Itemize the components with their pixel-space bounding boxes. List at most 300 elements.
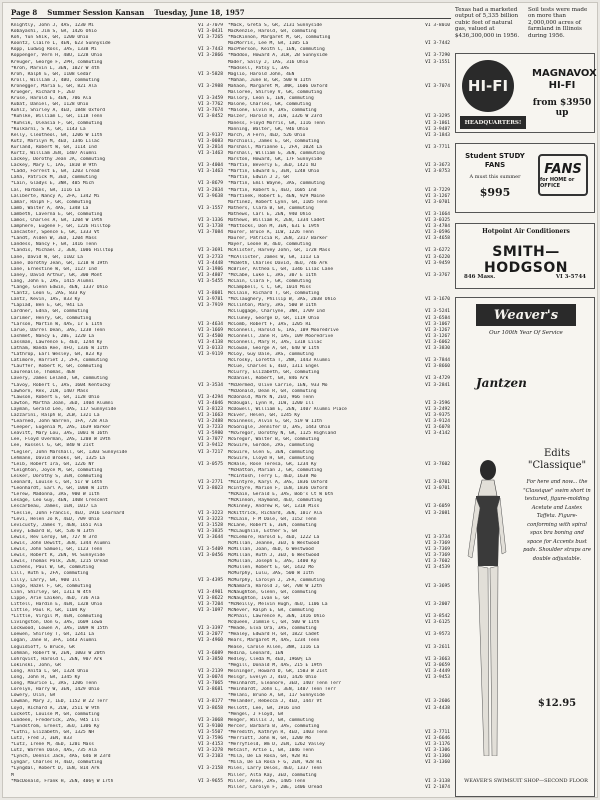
entry-phone: VI 3-6078 [425, 425, 450, 431]
entry-name: *McHatton, Marian J, GR, commuting [228, 467, 323, 473]
entry-name: Mercer, Barbara B, 3AS, commuting [228, 723, 320, 729]
magnavox-brand: MAGNAVOX HI-FI [532, 68, 597, 91]
entry-phone: VI 3-6272 [425, 248, 450, 254]
entry-name: Long, John R, GR, 1345 Ky [11, 675, 81, 681]
entry-name: McDonald, Mark N, 2EU, 966 Tenn [228, 394, 314, 400]
entry-name: Kroh, Ralph E, GR, 1108 Cedar [11, 71, 92, 77]
entry-name: Koppenger, Vern H, 4BU, 1228 Ohio [11, 53, 103, 59]
entry-name: *Lynch, Dennis Jack, 4AS, 646 W 23rd [11, 754, 111, 760]
entry-name: Laliberte, Nancy A, 2FA, 1342 Mi [11, 193, 100, 199]
entry-name: Lilly, Larry, GR, 900 Ill [11, 577, 81, 583]
directory-column-2 [228, 23, 450, 791]
entry-name: McCue, Charles E, 4ED, 1311 Engel [228, 364, 320, 370]
entry-phone: VI 3-3673 [425, 163, 450, 169]
fans-logo-text: FANS [544, 161, 582, 177]
entry-phone: VI 3-4500 [198, 333, 223, 339]
entry-name: McGinness, Alvin G, GR, 519 W 11th [228, 419, 323, 425]
entry-name: McNaughton, Glenn, GR, commuting [228, 589, 317, 595]
entry-name: Lamos, Charles A, GR, 1204 W 19th [11, 218, 103, 223]
entry-name: *Leslie, John Francis, 4EU, 1916 Learnard [11, 510, 125, 516]
entry-name: Lawton, Martha Joan, 3ED, 1404 Alumni [11, 400, 114, 406]
entry-phone: VI 3-3068 [198, 717, 223, 723]
entry-name: Lackey, Dorothy Jean JA, commuting [11, 157, 106, 163]
entry-phone: VI 3-1097 [198, 608, 223, 613]
entry-name: *Ladd, Forrest E, GR, 1203 Cread [11, 169, 100, 175]
jantzen-logo: Jantzen [476, 376, 527, 390]
entry-name: Kruse, Harold E, 4EN, 706 Ala [11, 96, 92, 102]
entry-name: McAlister, Harvey John, GR, 1728 Mass [228, 248, 331, 254]
page-header [11, 7, 451, 19]
entry-name: *Melander, Rebecca J, 4ED, 1447 Vt [228, 699, 323, 705]
entry-phone: VI 3-4807 [198, 272, 223, 278]
entry-phone: VI 3-0431 [198, 29, 223, 35]
entry-name: McMillan, Jeanne, 3ED, 6 Westwood [228, 540, 320, 546]
entry-phone: VI 3-3850 [198, 656, 223, 662]
entry-phone: VI 3-1843 [425, 132, 450, 138]
entry-phone: VI 3-8081 [198, 291, 223, 297]
entry-phone: VI 3-7674 [198, 108, 223, 114]
entry-name: Linn, Shirley, GR, 1311 W 4th [11, 589, 92, 595]
entry-name: *Leib, Robert Ira, GR, 1226 NY [11, 461, 94, 467]
entry-name: McMillan, Joan, 4ED, 6 Westwood [228, 547, 314, 553]
entry-phone: VI 3-0456 [198, 553, 223, 559]
entry-name: Mathews, Carl E, 2EN, 940 Ohio [228, 211, 311, 217]
entry-name: *Mahan, June B, GR, 500 W 11th [228, 77, 311, 83]
entry-phone: VI 3-9119 [198, 352, 223, 358]
entry-phone: VI 3-1267 [425, 333, 450, 339]
entry-phone: VI 3-1670 [425, 297, 450, 303]
entry-name: Marchioli, James E, GR, commuting [228, 138, 320, 144]
entry-name: McGregor, Walter B, GR, commuting [228, 437, 320, 443]
entry-name: *Lathrop, Earl Wesley, GR, 823 Ky [11, 352, 103, 358]
entry-phone: VI 3-4539 [425, 565, 450, 571]
entry-name: Miller, Alta Kay, 3ED, commuting [228, 772, 317, 778]
entry-name: McMullen, Robert E, GR, 1432 Mo [228, 565, 314, 571]
entry-name: Lowman, Mary J, 1ED, 1152 W 22 Terr [11, 699, 108, 705]
entry-phone: VI 3-9453 [425, 675, 450, 681]
entry-name: McKinney, Andrew R, GR, 1318 Miss [228, 504, 320, 510]
entry-phone: VI 3-3223 [198, 516, 223, 522]
entry-phone: VI 3-8010 [425, 23, 450, 28]
study-fans-subtitle: A must this summer [469, 174, 521, 180]
entry-phone: VI 3-9375 [425, 413, 450, 418]
entry-name: *McKinnon, Raymond, 4EU, commuting [228, 498, 323, 504]
entry-phone: VI 3-2834 [198, 187, 223, 193]
entry-name: *McClaughery, Phillip W, 3AS, 2038 Ohio [228, 297, 336, 303]
entry-name: McGuire, Glen G, 3EN, commuting [228, 449, 314, 455]
entry-name: Loguidioff, G Bruce, GR [11, 644, 75, 650]
entry-name: Lutz, Warren Dale, 4AS, 735 Ala [11, 748, 97, 754]
entry-phone: VI 3-6059 [425, 504, 450, 510]
entry-phone: VI 3-9573 [425, 632, 450, 638]
entry-name: McGuire, Lloyd H, GR, commuting [228, 455, 314, 461]
entry-name: Larue, Darrel Dean, 3AS, 1238 Tenn [11, 327, 106, 333]
entry-name: Lavery, James Leland, GR, commuting [11, 376, 108, 382]
entry-name: *Leeper, Eugenia M, 2AS, 1639 Barker [11, 425, 111, 431]
entry-name: Medley, Cleda M, 4ED, 1960½ La [228, 656, 311, 662]
entry-name: *Martin, Edward E, 3EN, 1248 Ohio [228, 169, 320, 175]
page-date: Tuesday, June 18, 1957 [154, 8, 245, 17]
entry-name: Laha, Patrick M, 3ED, commuting [11, 175, 97, 181]
entry-name: Latham, Wanda Ree, 4FO, 1336 W 11th [11, 345, 108, 351]
entry-name: *Merriott, John W, GR, 1200 Mo [228, 735, 311, 741]
newspaper-page [2, 2, 598, 798]
ad-body-text: For here and now... the "Classique" swim short in textured, figure-molding Acetate and Lastex Taffeta. Figure-conforming with spiral spax bra boning and space for Accents bust pads. Shoulder straps are double adjustable. [523, 479, 591, 562]
entry-phone: VI 3-9124 [425, 419, 450, 425]
entry-phone: VI 3-6646 [425, 735, 450, 741]
entry-phone: VI 3-7844 [425, 358, 450, 364]
entry-name: *McCabe, Luke L, 3AS, 307 E 11th [228, 272, 317, 278]
entry-phone: VI 3-1360 [425, 760, 450, 766]
entry-name: Lill, Ruth E, 2FA, commuting [11, 571, 89, 577]
entry-name: Kubat, Daniel, GR, 1128 Ohio [11, 102, 89, 108]
entry-name: Lewis, Thomas Polk, 2EN, 1215 Oread [11, 559, 108, 565]
directory-column-1 [11, 23, 223, 785]
entry-name: *Meinhardt, John L, 3EN, 1407 Tenn Terr [228, 687, 336, 693]
entry-name: Leonard, Louise C, GR, 517 W 14th [11, 480, 103, 486]
entry-phone: VI 3-1551 [425, 59, 450, 65]
entry-name: Lehmann, David Brooks, GR, 1325 La [11, 455, 106, 461]
entry-phone: VI 3-3695 [425, 583, 450, 589]
entry-name: Kurtz, William JEN, 1407 Alumni [11, 150, 97, 156]
entry-name: McClinton, Mary, 3AS, 500 W 11th [228, 303, 317, 309]
entry-name: Logan, Jane B, 3FA, 1443 Alumni [11, 638, 97, 644]
entry-phone: VI 3-3830 [425, 345, 450, 351]
entry-phone: VI 3-4901 [198, 589, 223, 595]
entry-phone: VI 3-1528 [198, 522, 223, 528]
entry-name: *Kulkarni, S K, GR, 1143 La [11, 126, 86, 132]
entry-phone: VI 3-3734 [425, 534, 450, 540]
entry-name: Lamar, Ralph F, GR, commuting [11, 199, 92, 205]
entry-name: *Meredith, Kathryn R, 4ED, 1403 Tenn [228, 729, 328, 735]
entry-phone: VI 3-5828 [198, 71, 223, 77]
entry-phone: VI 3-0659 [425, 662, 450, 668]
entry-phone: VI 3-8622 [198, 595, 223, 601]
hotpoint-heading: Hotpoint Air Conditioners [482, 228, 570, 235]
entry-name: *McLemore, Harold E, 4ED, 1222 La [228, 534, 320, 540]
entry-phone: VI 3-4448 [198, 260, 223, 266]
entry-name: Knightly, John J, 4AS, 1230 Mi [11, 23, 94, 28]
swimsuit-price: $12.95 [537, 698, 577, 709]
entry-name: Menger, Willis J, GR, commuting [228, 717, 314, 723]
entry-phone: VI 3-3644 [198, 534, 223, 540]
entry-name: Mallory, Leon E, 1EN, commuting [228, 96, 314, 102]
entry-name: Lohrqvist, Harold C, 2EN, 907 Ark [11, 656, 103, 662]
entry-phone: VI 3-2158 [198, 766, 223, 772]
entry-name: Larimer, Henry, GR, commuting [11, 315, 92, 321]
entry-name: Marshall, William G, 3EN, commuting [228, 150, 325, 156]
entry-name: M [11, 772, 14, 778]
entry-name: *Legler, John Marshall, GR, 1303 Sunnyside [11, 449, 128, 455]
entry-phone: VI 3-6584 [425, 315, 450, 321]
entry-name: McIntyre, Marion F, 1EN, 1836 Oxford [228, 486, 328, 492]
entry-name: *Malone, Elvin H, 3AS, commuting [228, 108, 317, 114]
entry-phone: VI 3-6089 [198, 650, 223, 656]
entry-phone: VI 3-2733 [198, 254, 223, 260]
entry-name: *Martin, Edwin J J, GR [228, 175, 289, 181]
entry-name: Mahaon, Margaret M, 3NR, 1606 Oxford [228, 83, 328, 89]
entry-name: Miller, Carolyn F, 2BE, 1406 Oread [228, 784, 323, 790]
entry-phone: VI 3-3397 [198, 626, 223, 632]
entry-phone: VI 3-2866 [198, 53, 223, 59]
entry-name: McMullan, Joseph E, 3AS, 1400 Ky [228, 559, 317, 565]
entry-name: *Lutz, Irene M, 4ED, 1201 Mass [11, 742, 94, 748]
entry-name: *Mack, Greta S, GR, 2131 Sunnyside [228, 23, 323, 28]
entry-phone: VI 3-3663 [425, 656, 450, 662]
entry-name: *Lerew, Madonna, 3AS, 900 W 11th [11, 492, 100, 498]
entry-name: MacKenzie, Harold, GR, commuting [228, 29, 317, 35]
entry-name: *McGregor, Dorothy N, GR, 1125 Highland [228, 431, 336, 437]
entry-name: McMurphy, Carolyn J, 2FA, commuting [228, 577, 325, 583]
entry-name: *McDonald, Dean R, GR, commuting [228, 388, 317, 394]
entry-name: *Luthi, Elizabeth, GR, 1325 NH [11, 729, 94, 735]
entry-phone: VI 3-7065 [198, 681, 223, 687]
entry-phone: VI 3-2077 [198, 632, 223, 638]
entry-name: Lardner, Edna, GR, commuting [11, 309, 89, 315]
entry-name: *Lavoy, Robert C, 3AS, 1604 Kentucky [11, 382, 111, 388]
entry-name: Kelly, Cleotheol, GR, 1206 W 11th [11, 132, 103, 138]
entry-name: Little, Paul R, GR, 1104 Ky [11, 608, 86, 613]
entry-name: Lingo, Hazel F, GR, commuting [11, 583, 92, 589]
entry-name: Martinez, Robert Lynn, GR, 1105 Tenn [228, 199, 328, 205]
fans-logo [538, 154, 588, 196]
entry-name: McCluney, George D, GR, 1119 Ohio [228, 315, 320, 321]
entry-name: Lesage, Leo Guy, 4EN, 1408 Crescent [11, 498, 108, 504]
entry-name: *Mila, De La Rosa, GR, 928 RI [228, 754, 309, 760]
entry-phone: VI 3-4960 [198, 638, 223, 644]
entry-name: Laney, David Arthur, GR, 300 Mont [11, 272, 103, 278]
entry-phone: VI 3-7762 [198, 102, 223, 108]
entry-name: *Lyngdal, Robert D, 1EN, 814 Ark [11, 766, 100, 772]
entry-name: McConnell, Mary R, 3AS, 1318 Lilac [228, 339, 323, 345]
entry-name: Kobayashi, Jim S, GR, 1426 Ohio [11, 29, 97, 35]
entry-name: Lane, David W, GR, 1102 La [11, 254, 83, 260]
soil-note: Soil tests were made on more than 2,000,000 acres of farmland in Illinois during 1956. [528, 7, 588, 39]
entry-name: *Lange, Glenn Edwin, 4EN, 1337 Ohio [11, 285, 108, 291]
entry-name: Lee, Floyd Overman, 2AS, 1208 W 19th [11, 437, 111, 443]
entry-name: McClain, Richard T, GR, commuting [228, 291, 320, 297]
entry-phone: VI 3-4153 [198, 742, 223, 748]
entry-name: *Martin, Beverly E, 3ED, 1421 NJ [228, 163, 317, 169]
entry-name: *Kuhlke, William L, GR, 1118 Tenn [11, 114, 103, 120]
entry-name: *Meade, Elva Ora, 3AS, commuting [228, 626, 317, 632]
entry-phone: VI 3-0701 [425, 199, 450, 205]
entry-name: *Martin, Robert E, 4EU, 1605 Ind [228, 187, 317, 193]
entry-name: Kutz, Marilyn M, 4ED, 1346 Lilac [11, 138, 100, 144]
entry-phone: VI 3-1738 [198, 224, 223, 230]
entry-name: *Martinek, Robert E, 4EN, 929 Maine [228, 193, 325, 199]
page-number: Page 8 [11, 8, 38, 17]
filler-notes [455, 7, 595, 39]
entry-phone: VI 3-4294 [198, 394, 223, 400]
entry-name: *Kroh, Marvin L, 3EN, 1027 W 4th [11, 65, 100, 71]
entry-phone: VI 3-2139 [198, 668, 223, 674]
entry-name: Lassman, Lawrence E, 4EU, 1244 Ky [11, 339, 103, 345]
entry-name: Malone, Charles, GR, commuting [228, 102, 311, 108]
entry-name: Lal, Harbans, GR, 1116 La [11, 187, 81, 193]
entry-name: Lundeen, Frederick, 2AS, 945 Ill [11, 717, 100, 723]
entry-phone: VI 3-7229 [425, 187, 450, 193]
entry-name: *McBeth, Charles David, 4EU, 746 Ark [228, 260, 328, 266]
hifi-headquarters-tag: HEADQUARTERS! [460, 116, 526, 129]
entry-name: Krueger, Richard F, 2EU [11, 90, 75, 96]
entry-name: Lowery, Olin, GR [11, 693, 56, 699]
entry-phone: VI 3-2611 [425, 644, 450, 650]
entry-phone: VI 3-8753 [425, 169, 450, 175]
entry-phone: VI 3-4138 [198, 339, 223, 345]
entry-name: Landess, Nancy F, GR, 1416 Tenn [11, 242, 97, 248]
entry-name: *Mengel, J Floyd, GR [228, 711, 284, 717]
entry-phone: VI 3-3278 [198, 748, 223, 754]
entry-phone: VI 3-1669 [198, 327, 223, 333]
entry-phone: VI 3-4142 [425, 431, 450, 437]
entry-name: Kurland, Robert W, GR, 1114 Ind [11, 144, 97, 150]
entry-phone: VI 3-0133 [198, 345, 223, 351]
entry-name: *McDermed, Olive Carrie, 1EN, 933 Mo [228, 382, 328, 388]
entry-name: *Lantz, Leon G, 2AS, 833 Ky [11, 291, 86, 297]
entry-phone: VI 3-7443 [198, 47, 223, 53]
entry-name: McConnell, Harold G, 1AS, 109 Mooredrive [228, 327, 339, 333]
entry-phone: VI 3-8542 [425, 614, 450, 620]
entry-phone: VI 3-2103 [198, 754, 223, 760]
entry-phone: VI 3-2841 [425, 382, 450, 388]
entry-phone: VI 3-5455 [198, 278, 223, 284]
entry-phone: VI 3-7369 [425, 547, 450, 553]
entry-name: Marston, Howard, GR, 17F Sunnyside [228, 157, 323, 163]
entry-phone: VI 3-7369 [425, 540, 450, 546]
ad-copy [522, 448, 592, 563]
entry-phone: VI 3-8681 [198, 687, 223, 693]
entry-phone: VI 3-4046 [198, 400, 223, 406]
entry-name: Lambeth, Laverna E, GR, commuting [11, 211, 103, 217]
entry-name: Lyngar, Charles H, 4ED, commuting [11, 760, 103, 766]
entry-name: Lippe, Arie Laiken, 4ED, 736 Ala [11, 595, 100, 601]
entry-name: McGonigle, Jennifer D, 3AS, 1443 Ohio [228, 425, 331, 431]
entry-name: Malloree, Shirley V, GR, commuting [228, 90, 323, 96]
entry-name: MacPherson, Keith C, 1EN, commuting [228, 47, 325, 53]
entry-name: Mader, Sally J, 1AS, 316 Ohio [228, 59, 309, 65]
entry-phone: VI 3-8658 [198, 705, 223, 711]
entry-name: *Lain, Gladys E, 3NR, 405 Mich [11, 181, 94, 187]
entry-phone: VI 3-5980 [198, 431, 223, 437]
entry-phone: VI 3-0701 [425, 480, 450, 486]
weavers-anniversary: Our 100th Year Of Service [489, 330, 563, 336]
entry-name: McEver, Helen, GR, 1245 Ky [228, 413, 300, 418]
entry-phone: VI 3-5241 [425, 309, 450, 315]
entry-name: Levy, Edward B, GR, 536 W 13th [11, 528, 94, 534]
entry-name: McCrosky, Loretta T, 2NR, 1443 Alumni [228, 358, 331, 364]
entry-name: McNever, Ralph E, GR, commuting [228, 608, 314, 613]
entry-phone: VI 3-1557 [198, 205, 223, 211]
entry-phone: VI 3-7084 [198, 230, 223, 236]
entry-phone: VI 3-2488 [198, 419, 223, 425]
entry-name: Lokinski, John, GR [11, 662, 61, 668]
entry-phone: VI 3-8177 [198, 699, 223, 705]
entry-name: Lewis, John Samuel, GR, 1123 Tenn [11, 547, 103, 553]
entry-name: McCluggage, Charlyne, 3NR, 1709 Ind [228, 309, 325, 315]
entry-phone: VI 3-1986 [198, 266, 223, 272]
entry-phone: VI 3-3767 [425, 272, 450, 278]
entry-name: Lewis, John Dewitt, 3EN, 1344 Alumni [11, 540, 111, 546]
entry-name: Long, Maurice L, 3AS, 1206 Tenn [11, 681, 97, 687]
entry-name: Lamb, Walter A, 4AS, 1348 La [11, 205, 89, 211]
entry-phone: VI 3-2081 [425, 510, 450, 516]
entry-name: Miller, Anne, 2AS, 1405 Tenn [228, 778, 306, 784]
entry-phone: VI 3-0596 [425, 230, 450, 236]
fans-logo-subtext: for HOME or OFFICE [540, 176, 575, 189]
entry-phone: VI 3-0575 [198, 461, 223, 467]
entry-phone: VI 3-8660 [425, 364, 450, 370]
entry-name: Mayer, Leone W, 4EU, commuting [228, 242, 311, 248]
entry-phone: VI 3-3295 [425, 114, 450, 120]
entry-name: Kroll, William J, 4BU, commuting [11, 77, 100, 83]
entry-phone: VI 3-3223 [198, 510, 223, 516]
directory-entry [228, 785, 450, 791]
entry-name: Metcalf, Artie L, GR, 1046 Tenn [228, 748, 314, 754]
entry-phone: VI 3-7217 [198, 449, 223, 455]
entry-phone: VI 3-9781 [198, 297, 223, 303]
entry-name: Meininger, Howard D, GR, 1503 W 21st [228, 668, 328, 674]
entry-name: McCoy, Guy Dale, 3AS, commuting [228, 352, 314, 358]
entry-phone: VI 3-0325 [425, 218, 450, 223]
entry-name: *Madsell, Patsy L, 3AS [228, 65, 289, 71]
entry-name: Lackey, Mary C, 1AS, 1810 W 9th [11, 163, 97, 169]
entry-name: *Larson, Martin W, 4AS, 17 E 11th [11, 321, 103, 327]
entry-name: Lawhorn, Rex, 2LW, 1407 Mass [11, 388, 89, 394]
entry-phone: VI 3-7079 [198, 23, 223, 28]
entry-phone: VI 3-7919 [198, 303, 223, 309]
entry-phone: VI 3-1360 [425, 754, 450, 760]
entry-name: Levicusty, James Y, 4EN, 1651 Ala [11, 522, 103, 528]
entry-name: *Maddox, Howard A, 3LW, 2B Sunnyside [228, 53, 328, 59]
entry-phone: VI 3-5409 [198, 547, 223, 553]
entry-phone: VI 3-9638 [198, 193, 223, 199]
magnavox-price: from $3950 up [532, 98, 592, 118]
entry-name: *Mealey, Edward H, GR, 1822 Cadet [228, 632, 320, 638]
gas-note: Texas had a marketed output of 5,335 billion cubic feet of natural gas, valued at $436,300,000 in 1956. [455, 7, 520, 39]
entry-name: McComb, Robert F, 3AS, 1205 RI [228, 321, 311, 327]
entry-phone: VI 3-2771 [198, 480, 223, 486]
entry-name: *McLain, F M Dale, GR, 1152 Tenn [228, 516, 317, 522]
entry-phone: VI 3-8023 [198, 486, 223, 492]
entry-name: McDowell, William E, 2EN, 1407 Alumni Place [228, 406, 347, 412]
entry-name: *McIntosh, Terry L, 4ED, 1638 Mo [228, 473, 317, 479]
entry-name: *Kuhsik, Oleasia F, GR, commuting [11, 120, 103, 126]
weavers-logo: Weaver's [476, 304, 576, 326]
entry-phone: VI 3-4729 [425, 376, 450, 382]
entry-name: *Little, Virgil M, 4EN, commuting [11, 614, 103, 620]
entry-name: *Melani, Bruno A, GR, 117 Sunnyside [228, 693, 325, 699]
entry-name: Leavitt, Mary Lou, 3AS, 1001 W 16th [11, 431, 108, 437]
entry-phone: VI 3-7233 [198, 425, 223, 431]
entry-name: McCurry, Elizabeth, GR, commuting [228, 370, 320, 376]
smith-hodgson-phone: VI 3-5744 [555, 274, 586, 280]
entry-name: Marshall, Marianne L, 2FA, 1024 La [228, 144, 323, 150]
entry-phone: VI 3-7204 [198, 601, 223, 607]
entry-name: Luckett, Louise M, GR, commuting [11, 711, 100, 717]
entry-name: Lockwood, Lowen A, 3AS, 1009 W 15th [11, 626, 108, 632]
entry-name: McMillan, Ruth J, 3ED, 6 Westwood [228, 553, 320, 559]
entry-name: McHale, Rose Teresa, GR, 1234 Ky [228, 461, 317, 467]
entry-name: Maurer, Bruce A, 1LW, 1226 Tenn [228, 230, 314, 236]
entry-phone: VI 3-1664 [425, 211, 450, 217]
entry-name: Mathews, William R, 2EN, 1334 Cadet [228, 218, 325, 223]
entry-name: *MacKinnon, Margaret M, GR, commuting [228, 35, 331, 41]
entry-name: Lescarbeau, James, 1EN, 1017 La [11, 504, 97, 510]
entry-phone: VI 3-2492 [425, 406, 450, 412]
entry-phone: VI 3-7602 [425, 461, 450, 467]
entry-name: Mease, Carole Allen, 3NR, 1116 La [228, 644, 320, 650]
